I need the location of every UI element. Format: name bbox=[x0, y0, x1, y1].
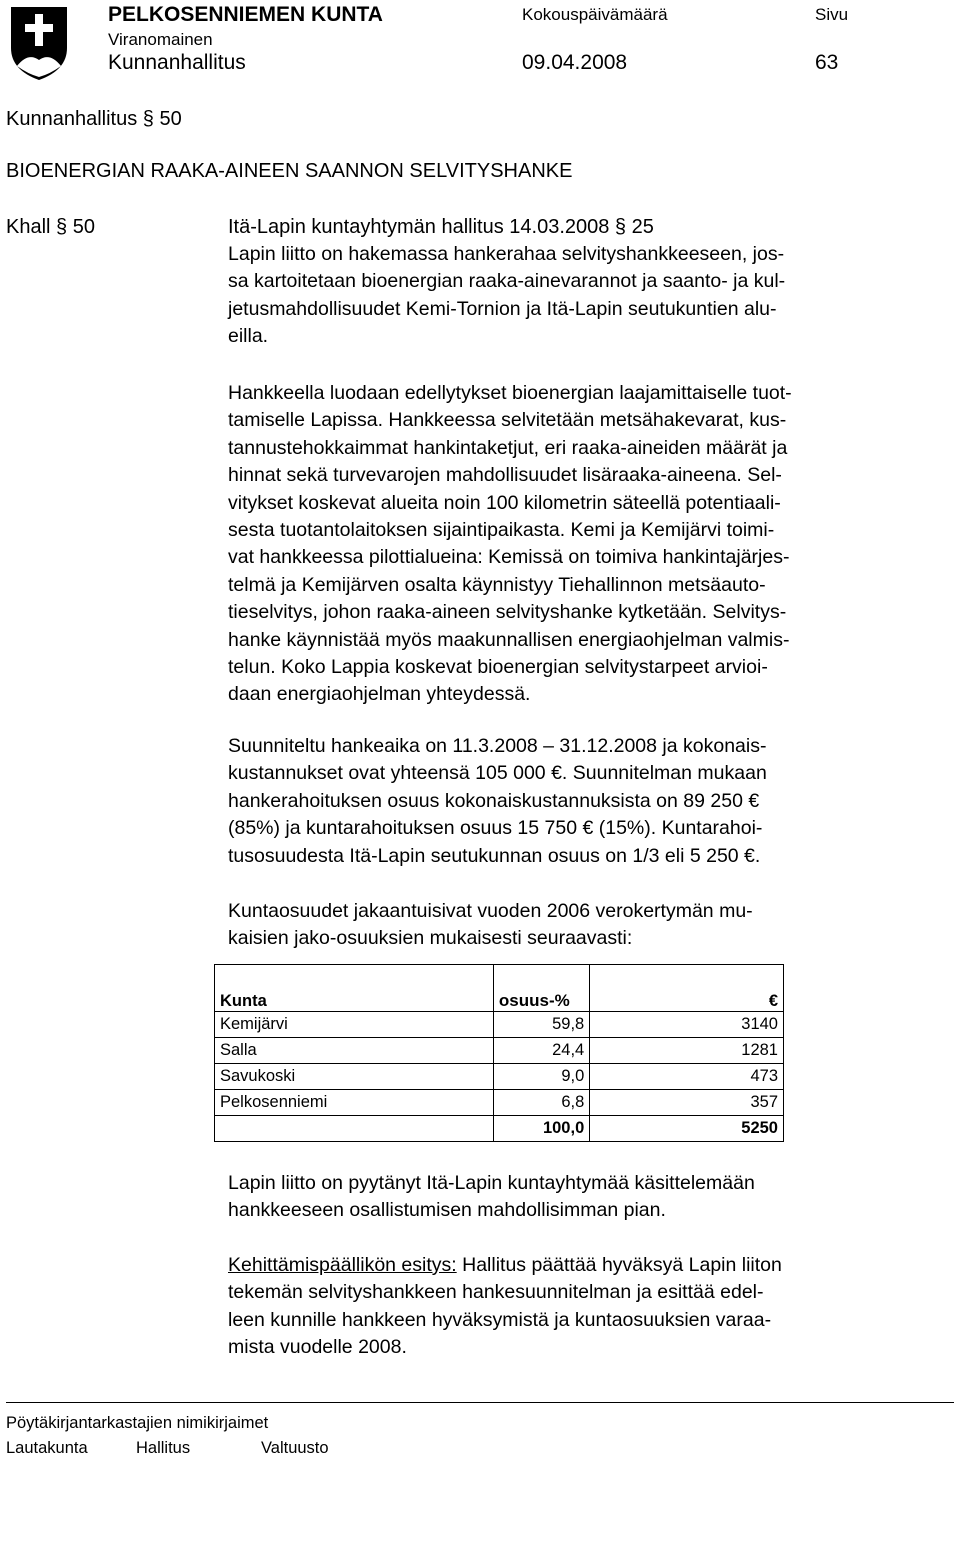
text-line: Lapin liitto on hakemassa hankerahaa selvityshankkeeseen, jos- bbox=[228, 243, 785, 265]
text-line: tekemän selvityshankkeen hankesuunnitelman ja esittää edel- bbox=[228, 1281, 764, 1304]
text-line: hinnat sekä turvevarojen mahdollisuudet lisäraaka-aineena. Sel- bbox=[228, 464, 782, 487]
proposal-label: Kehittämispäällikön esitys: bbox=[228, 1254, 457, 1276]
paragraph-project-goals bbox=[228, 380, 888, 709]
text-line: tannustehokkaimmat hankintaketjut, eri raaka-aineiden määrät ja bbox=[228, 436, 788, 459]
text-line: daan energiaohjelman yhteydessä. bbox=[228, 683, 531, 706]
text-line: vat hankkeessa pilottialueina: Kemissä on toimiva hankintajärjes- bbox=[228, 546, 790, 569]
cell-total-label bbox=[215, 1116, 494, 1142]
table-row bbox=[215, 1038, 784, 1064]
cell-municipality: Salla bbox=[215, 1038, 494, 1064]
text-line: Lapin liitto on pyytänyt Itä-Lapin kuntayhtymää käsittelemään bbox=[228, 1172, 755, 1194]
page-number: 63 bbox=[815, 51, 839, 74]
cell-euro: 473 bbox=[590, 1064, 784, 1090]
text-line: eilla. bbox=[228, 325, 269, 348]
coat-of-arms-icon bbox=[8, 4, 70, 82]
proposal-text: Hallitus päättää hyväksyä Lapin liiton bbox=[456, 1254, 782, 1276]
text-line: hankerahoituksen osuus kokonaiskustannuksista on 89 250 € bbox=[228, 789, 760, 812]
column-header-municipality: Kunta bbox=[215, 965, 494, 1012]
text-line: sa kartoitetaan bioenergian raaka-ainevarannot ja saanto- ja kul- bbox=[228, 270, 786, 293]
meeting-date-label: Kokouspäivämäärä bbox=[522, 5, 668, 24]
cell-municipality: Pelkosenniemi bbox=[215, 1090, 494, 1116]
cell-share-percent: 59,8 bbox=[493, 1012, 589, 1038]
text-line: kustannukset ovat yhteensä 105 000 €. Suunnitelman mukaan bbox=[228, 762, 767, 785]
text-line: leen kunnille hankkeen hyväksymistä ja kuntaosuuksien varaa- bbox=[228, 1308, 772, 1331]
cell-share-percent: 9,0 bbox=[493, 1064, 589, 1090]
footer-divider bbox=[6, 1402, 954, 1403]
municipal-shares-table bbox=[214, 964, 784, 1142]
cell-total-euro: 5250 bbox=[590, 1116, 784, 1142]
footer-body-government: Hallitus bbox=[136, 1439, 191, 1457]
authority-label: Viranomainen bbox=[108, 30, 213, 49]
text-line: Hankkeella luodaan edellytykset bioenergian laajamittaiselle tuot- bbox=[228, 382, 792, 404]
footer-body-council: Valtuusto bbox=[261, 1439, 329, 1457]
text-line: tusosuudesta Itä-Lapin seutukunnan osuus on 1/3 eli 5 250 €. bbox=[228, 844, 761, 867]
authority-name: Kunnanhallitus bbox=[108, 51, 246, 74]
cell-share-percent: 6,8 bbox=[493, 1090, 589, 1116]
footer-initials-label: Pöytäkirjantarkastajien nimikirjaimet bbox=[6, 1414, 269, 1432]
cell-euro: 3140 bbox=[590, 1012, 784, 1038]
text-line: hankkeeseen osallistumisen mahdollisimman pian. bbox=[228, 1199, 666, 1222]
paragraph-request bbox=[228, 1170, 888, 1225]
table-row bbox=[215, 1012, 784, 1038]
meeting-date: 09.04.2008 bbox=[522, 51, 628, 74]
paragraph-funding bbox=[228, 733, 888, 870]
table-row bbox=[215, 1090, 784, 1116]
page-label: Sivu bbox=[815, 5, 849, 24]
text-line: Suunniteltu hankeaika on 11.3.2008 – 31.12.2008 ja kokonais- bbox=[228, 735, 767, 757]
column-header-euro: € bbox=[590, 965, 784, 1012]
cell-municipality: Kemijärvi bbox=[215, 1012, 494, 1038]
cell-total-percent: 100,0 bbox=[493, 1116, 589, 1142]
text-line bbox=[228, 1252, 888, 1279]
text-line: Kuntaosuudet jakaantuisivat vuoden 2006 verokertymän mu- bbox=[228, 900, 753, 922]
text-line: jetusmahdollisuudet Kemi-Tornion ja Itä-Lapin seutukuntien alu- bbox=[228, 297, 777, 320]
cell-share-percent: 24,4 bbox=[493, 1038, 589, 1064]
cell-euro: 1281 bbox=[590, 1038, 784, 1064]
previous-reference: Khall § 50 bbox=[6, 216, 95, 238]
text-line: kaisien jako-osuuksien mukaisesti seuraavasti: bbox=[228, 927, 633, 950]
text-line: telun. Koko Lappia koskevat bioenergian selvitystarpeet arvioi- bbox=[228, 656, 768, 679]
text-line: (85%) ja kuntarahoituksen osuus 15 750 € (15%). Kuntarahoi- bbox=[228, 817, 763, 840]
section-reference: Kunnanhallitus § 50 bbox=[6, 108, 182, 130]
cell-euro: 357 bbox=[590, 1090, 784, 1116]
previous-heading: Itä-Lapin kuntayhtymän hallitus 14.03.2008 § 25 bbox=[228, 216, 654, 238]
text-line: telmä ja Kemijärven osalta käynnistyy Tiehallinnon metsäauto- bbox=[228, 573, 766, 596]
column-header-share-percent: osuus-% bbox=[493, 965, 589, 1012]
paragraph-proposal bbox=[228, 1252, 888, 1362]
paragraph-project-intro bbox=[228, 241, 888, 351]
text-line: mista vuodelle 2008. bbox=[228, 1336, 407, 1359]
table-row bbox=[215, 1064, 784, 1090]
paragraph-shares-intro bbox=[228, 898, 888, 953]
page-title: BIOENERGIAN RAAKA-AINEEN SAANNON SELVITYSHANKE bbox=[6, 160, 573, 182]
text-line: vitykset koskevat alueita noin 100 kilometrin säteellä potentiaali- bbox=[228, 491, 781, 514]
footer-body-board: Lautakunta bbox=[6, 1439, 88, 1457]
text-line: hanke käynnistää myös maakunnallisen energiaohjelman valmis- bbox=[228, 628, 790, 651]
text-line: tieselvitys, johon raaka-aineen selvityshanke kytketään. Selvitys- bbox=[228, 601, 787, 624]
table-header-row bbox=[215, 965, 784, 1012]
text-line: tamiselle Lapissa. Hankkeessa selvitetään metsähakevarat, kus- bbox=[228, 409, 787, 432]
organization-name: PELKOSENNIEMEN KUNTA bbox=[108, 3, 383, 26]
text-line: sesta tuotantolaitoksen sijaintipaikasta. Kemi ja Kemijärvi toimi- bbox=[228, 519, 775, 542]
table-total-row bbox=[215, 1116, 784, 1142]
cell-municipality: Savukoski bbox=[215, 1064, 494, 1090]
